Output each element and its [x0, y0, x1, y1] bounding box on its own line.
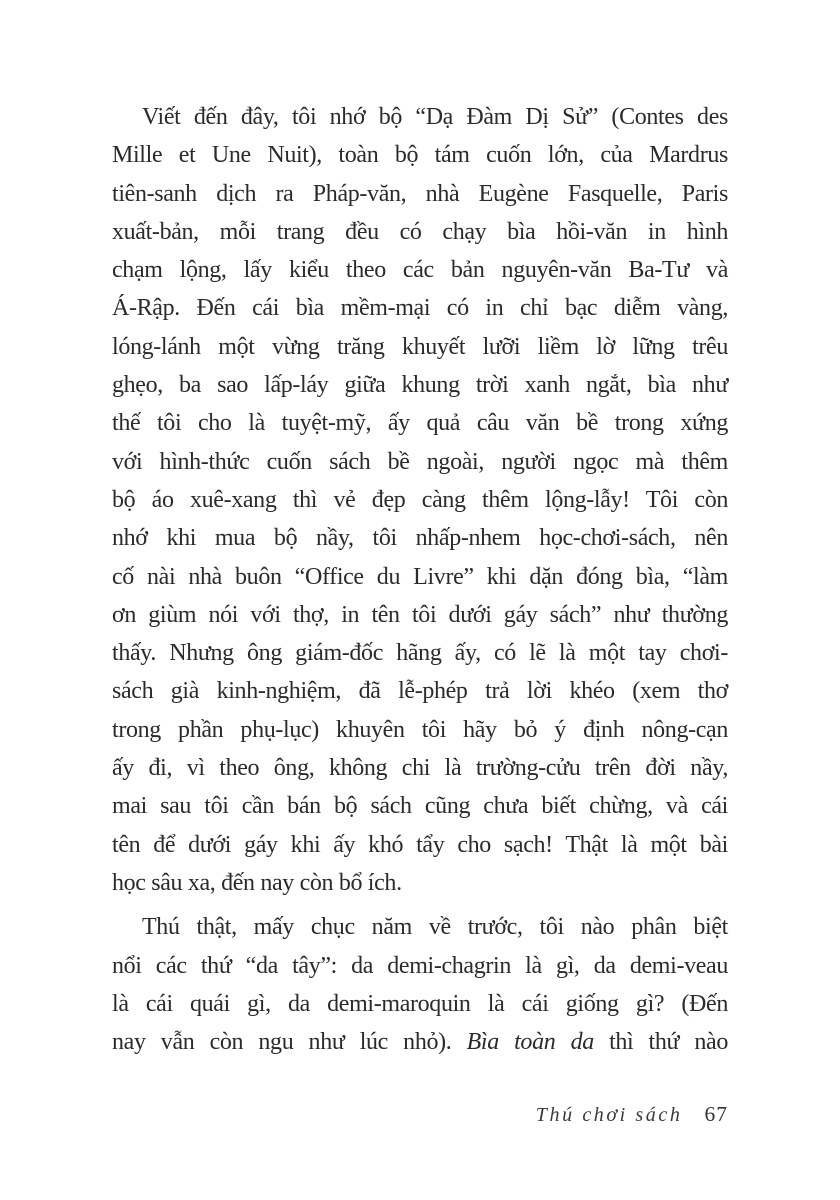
text-line: mai sau tôi cần bán bộ sách cũng chưa biết chừng, và cái	[112, 793, 728, 820]
text-line: là cái quái gì, da demi-maroquin là cái giống gì? (Đến	[112, 990, 728, 1017]
text-line: trong phần phụ-lục) khuyên tôi hãy bỏ ý định nông-cạn	[112, 716, 728, 743]
text-line	[112, 1023, 728, 1061]
text-line: thấy. Nhưng ông giám-đốc hãng ấy, có lẽ là một tay chơi-	[112, 640, 728, 667]
text-line: nổi các thứ “da tây”: da demi-chagrin là gì, da demi-veau	[112, 952, 728, 979]
text-line: ơn giùm nói với thợ, in tên tôi dưới gáy sách” như thường	[112, 601, 728, 628]
text-line: bộ áo xuê-xang thì vẻ đẹp càng thêm lộng-lẫy! Tôi còn	[112, 486, 728, 513]
text-line: Thú thật, mấy chục năm về trước, tôi nào phân biệt	[142, 914, 728, 941]
running-title: Thú chơi sách	[535, 1104, 683, 1126]
text-line: ghẹo, ba sao lấp-láy giữa khung trời xanh ngắt, bìa như	[112, 372, 728, 399]
text-line: với hình-thức cuốn sách bề ngoài, người ngọc mà thêm	[112, 448, 728, 475]
page-footer	[112, 1102, 728, 1127]
text-line: chạm lộng, lấy kiểu theo các bản nguyên-văn Ba-Tư và	[112, 257, 728, 284]
text-segment: nay vẫn còn ngu như lúc nhỏ).	[112, 1029, 452, 1056]
text-line: xuất-bản, mỗi trang đều có chạy bìa hồi-văn in hình	[112, 218, 728, 245]
text-line: Á-Rập. Đến cái bìa mềm-mại có in chỉ bạc diễm vàng,	[112, 295, 728, 322]
text-line: lóng-lánh một vừng trăng khuyết lưỡi liềm lờ lững trêu	[112, 333, 728, 360]
italic-text-segment: Bìa toàn da	[466, 1029, 594, 1056]
text-line: tên để dưới gáy khi ấy khó tẩy cho sạch! Thật là một bài	[112, 831, 728, 858]
text-line: ấy đi, vì theo ông, không chi là trường-cửu trên đời nầy,	[112, 755, 728, 782]
text-line: Viết đến đây, tôi nhớ bộ “Dạ Đàm Dị Sử” (Contes des	[142, 104, 728, 130]
text-line: Mille et Une Nuit), toàn bộ tám cuốn lớn, của Mardrus	[112, 142, 728, 169]
paragraph	[112, 98, 728, 902]
paragraph	[112, 908, 728, 1061]
text-line: học sâu xa, đến nay còn bổ ích.	[112, 869, 402, 896]
text-line: nhớ khi mua bộ nầy, tôi nhấp-nhem học-chơi-sách, nên	[112, 525, 728, 552]
text-line: sách già kinh-nghiệm, đã lễ-phép trả lời khéo (xem thơ	[112, 678, 728, 705]
text-segment: thì thứ nào	[609, 1029, 728, 1056]
body-text	[112, 98, 728, 1061]
text-line: tiên-sanh dịch ra Pháp-văn, nhà Eugène Fasquelle, Paris	[112, 180, 728, 207]
page-number: 67	[704, 1102, 728, 1126]
text-line: thế tôi cho là tuyệt-mỹ, ấy quả câu văn bề trong xứng	[112, 410, 728, 437]
text-line: cố nài nhà buôn “Office du Livre” khi dặn đóng bìa, “làm	[112, 563, 728, 590]
